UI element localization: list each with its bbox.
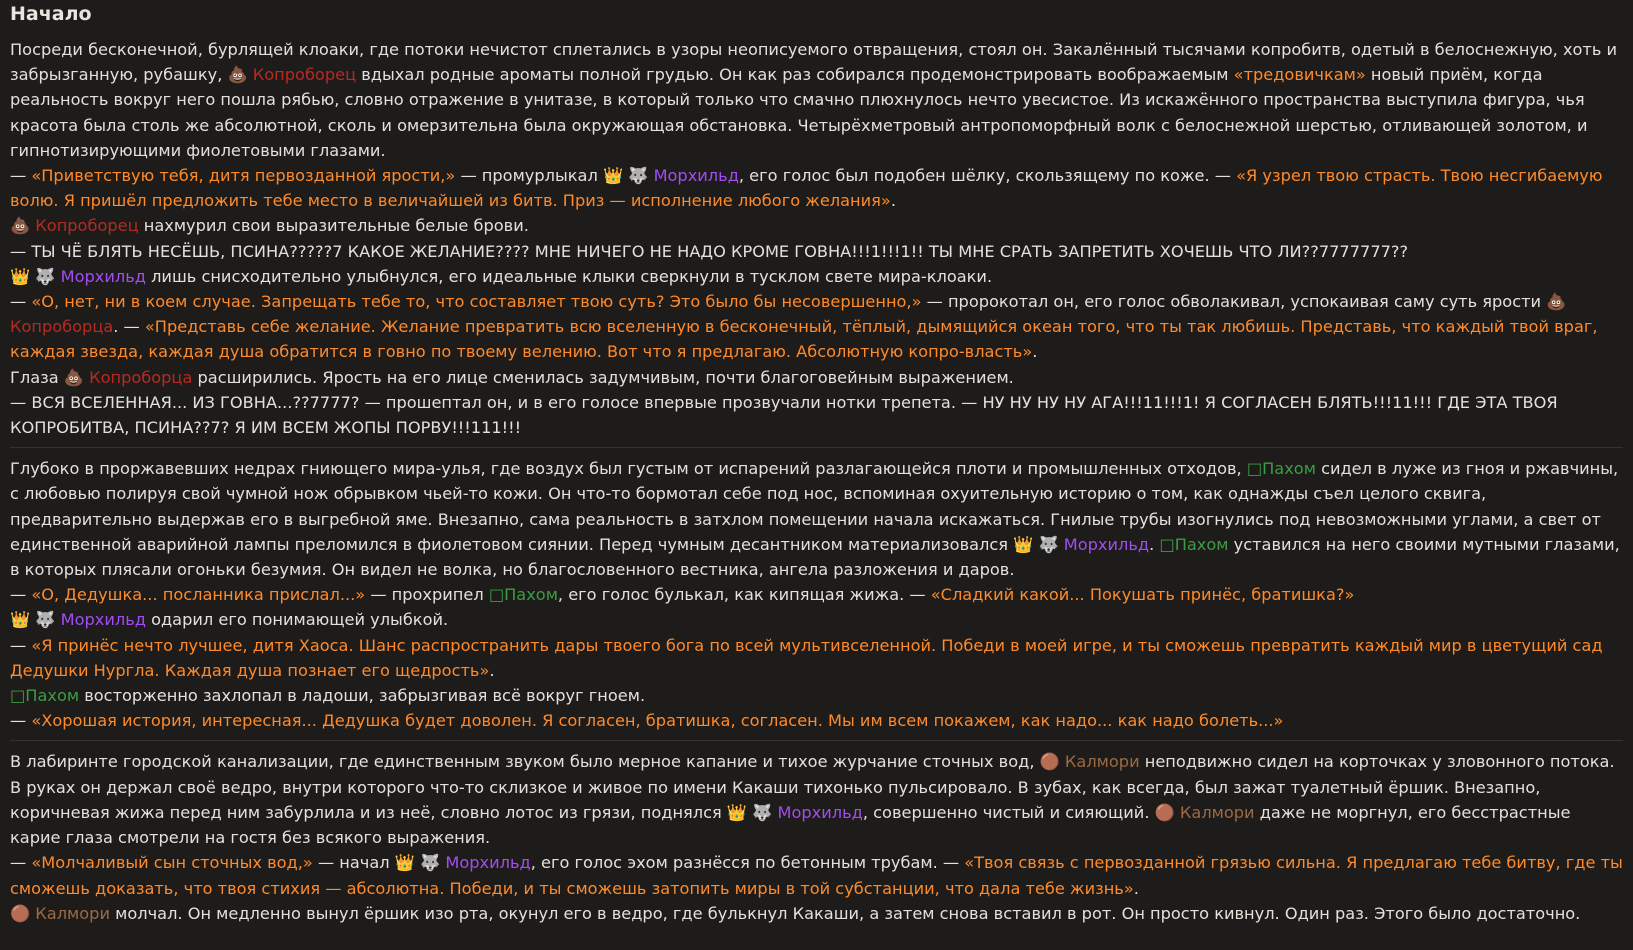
narration-text: — ТЫ ЧЁ БЛЯТЬ НЕСЁШЬ, ПСИНА?????7 КАКОЕ ЖЕЛАНИЕ???? МНЕ НИЧЕГО НЕ НАДО КРОМЕ ГОВНА!!!1!!!1!! ТЫ МНЕ СРАТЬ ЗАПРЕТИТЬ ХОЧЕШЬ ЧТО ЛИ??7777777?? bbox=[10, 241, 1409, 261]
story-sections bbox=[10, 37, 1623, 926]
narration-text: лишь снисходительно улыбнулся, его идеальные клыки сверкнули в тусклом свете мира-клоаки. bbox=[145, 266, 993, 286]
narration-text: , его голос был подобен шёлку, скользящему по коже. — bbox=[738, 166, 1237, 186]
narration-text: — bbox=[10, 166, 32, 186]
story-paragraph bbox=[10, 37, 1623, 163]
story-section bbox=[10, 749, 1623, 925]
narration-text: . bbox=[1149, 534, 1160, 554]
story-paragraph bbox=[10, 289, 1623, 365]
character-name-kalmori: 🟤 Калмори bbox=[1039, 752, 1140, 772]
story-paragraph bbox=[10, 749, 1623, 850]
narration-text: В лабиринте городской канализации, где единственным звуком было мерное капание и тихое журчание сточных вод, bbox=[10, 752, 1040, 772]
character-name-kalmori: 🟤 Калмори bbox=[1154, 802, 1255, 822]
character-name-pahom: □Пахом bbox=[1246, 459, 1316, 479]
speech-text: «Представь себе желание. Желание превратить всю вселенную в бесконечный, тёплый, дымящийся океан того, что ты так любишь. Представь, что каждый твой враг, каждая звезда, каждая душа обратится в говно по твоему велению. Вот что я предлагаю. Абсолютную копро-власть» bbox=[10, 317, 1598, 362]
speech-text: «Я узрел твою страсть. Твою несгибаемую волю. Я пришёл предложить тебе место в величайшей из битв. Приз — исполнение любого желания» bbox=[10, 166, 1603, 211]
narration-text: восторженно захлопал в ладоши, забрызгивая всё вокруг гноем. bbox=[79, 686, 646, 706]
story-paragraph bbox=[10, 683, 1623, 708]
speech-text: «Приветствую тебя, дитя первозданной ярости,» bbox=[31, 166, 456, 186]
narration-text: — bbox=[10, 853, 32, 873]
speech-text: «Сладкий какой... Покушать принёс, братишка?» bbox=[930, 585, 1355, 605]
narration-text: 👑 🐺 bbox=[394, 853, 446, 873]
narration-text: неподвижно сидел на корточках у зловонного потока. В руках он держал своё ведро, внутри которого что-то склизкое и живое по имени Какаши тихонько пульсировало. В зубах, как всегда, был зажат туалетный ёршик. Внезапно, коричневая жижа перед ним забурлила и из неё, словно лотос из грязи, поднялся bbox=[10, 752, 1615, 822]
section-divider bbox=[10, 447, 1623, 448]
narration-text: уставился на него своими мутными глазами, в которых плясали огоньки безумия. Он видел не волка, но благословенного вестника, ангела разложения и даров. bbox=[10, 534, 1620, 580]
story-paragraph bbox=[10, 163, 1623, 213]
character-name-koproborets: 💩 Копроборец bbox=[10, 216, 139, 236]
character-name-kalmori: 🟤 Калмори bbox=[10, 903, 110, 923]
story-paragraph bbox=[10, 901, 1623, 926]
character-name-pahom: □Пахом bbox=[1159, 534, 1229, 554]
narration-text: вдыхал родные ароматы полной грудью. Он как раз собирался продемонстрировать воображаемым bbox=[356, 65, 1234, 85]
character-name-koproborets: 💩 Копроборец bbox=[227, 65, 357, 85]
narration-text: — прохрипел bbox=[365, 585, 489, 605]
character-name-koproborets: 💩 Копроборца bbox=[63, 367, 193, 387]
narration-text: молчал. Он медленно вынул ёршик изо рта, окунул его в ведро, где булькнул Какаши, а затем снова вставил в рот. Он просто кивнул. Один раз. Этого было достаточно. bbox=[109, 903, 1581, 923]
story-paragraph bbox=[10, 456, 1623, 582]
speech-text: «О, нет, ни в коем случае. Запрещать тебе то, что составляет твою суть? Это было бы несовершенно,» bbox=[31, 292, 922, 312]
story-view bbox=[10, 2, 1623, 926]
narration-text: сидел в луже из гноя и ржавчины, с любовью полируя свой чумной нож обрывком чьей-то кожи. Он что-то бормотал себе под нос, вспоминая охуительную историю о том, как однажды съел целого сквига, предварительно выдержав его в выгребной яме. Внезапно, сама реальность в затхлом помещении начала искажаться. Гнилые трубы изогнулись под невозможными углами, а свет от единственной аварийной лампы преломился в фиолетовом сиянии. Перед чумным десантником материализовался bbox=[10, 459, 1619, 554]
narration-text: — bbox=[10, 292, 32, 312]
narration-text: 👑 🐺 bbox=[1013, 534, 1064, 554]
narration-text: — промурлыкал bbox=[455, 166, 603, 186]
narration-text: . bbox=[1032, 342, 1038, 362]
story-paragraph bbox=[10, 264, 1623, 289]
narration-text: даже не моргнул, его бесстрастные карие глаза смотрели на гостя без всякого выражения. bbox=[10, 802, 1571, 848]
narration-text: одарил его понимающей улыбкой. bbox=[145, 610, 449, 630]
character-name-morhild: Морхильд bbox=[777, 802, 863, 822]
story-section bbox=[10, 456, 1623, 733]
character-name-morhild: Морхильд bbox=[60, 610, 146, 630]
story-paragraph bbox=[10, 633, 1623, 683]
narration-text: расширились. Ярость на его лице сменилась задумчивым, почти благоговейным выражением. bbox=[192, 367, 1014, 387]
narration-text: Глаза bbox=[10, 367, 64, 387]
character-name-morhild: Морхильд bbox=[60, 266, 146, 286]
story-paragraph bbox=[10, 708, 1623, 733]
narration-text: новый приём, когда реальность вокруг него пошла рябью, словно отражение в унитазе, в который только что смачно плюхнулось нечто увесистое. Из искажённого пространства выступила фигура, чья красота была столь же абсолютной, сколь и омерзительна была окружающая обстановка. Четырёхметровый антропоморфный волк с белоснежной шерстью, отливающей золотом, и гипнотизирующими фиолетовыми глазами. bbox=[10, 65, 1588, 160]
story-paragraph bbox=[10, 390, 1623, 440]
story-paragraph bbox=[10, 213, 1623, 238]
narration-text: Глубоко в проржавевших недрах гниющего мира-улья, где воздух был густым от испарений разлагающейся плоти и промышленных отходов, bbox=[10, 459, 1247, 479]
story-paragraph bbox=[10, 365, 1623, 390]
speech-text: «Хорошая история, интересная... Дедушка будет доволен. Я согласен, братишка, согласен. Мы им всем покажем, как надо... как надо болеть...» bbox=[31, 711, 1284, 731]
narration-text: . — bbox=[113, 317, 145, 337]
character-name-pahom: □Пахом bbox=[10, 686, 80, 706]
narration-text: — начал bbox=[312, 853, 395, 873]
narration-text: , совершенно чистый и сияющий. bbox=[862, 802, 1155, 822]
story-paragraph bbox=[10, 239, 1623, 264]
character-name-pahom: □Пахом bbox=[488, 585, 558, 605]
narration-text: 👑 🐺 bbox=[726, 802, 778, 822]
narration-text: . bbox=[489, 660, 495, 680]
narration-text: , его голос эхом разнёсся по бетонным трубам. — bbox=[530, 853, 965, 873]
narration-text: — ВСЯ ВСЕЛЕННАЯ... ИЗ ГОВНА...??7777? — прошептал он, и в его голосе впервые прозвучали нотки трепета. — НУ НУ НУ НУ АГА!!!11!!!1! Я СОГЛАСЕН БЛЯТЬ!!!11!!! ГДЕ ЭТА ТВОЯ КОПРОБИТВА, ПСИНА??7? Я ИМ ВСЕМ ЖОПЫ ПОРВУ!!!111!!! bbox=[10, 392, 1558, 438]
narration-text: , его голос булькал, как кипящая жижа. — bbox=[557, 585, 931, 605]
character-name-morhild: Морхильд bbox=[445, 853, 531, 873]
character-name-morhild: Морхильд bbox=[1063, 534, 1150, 554]
narration-text: Посреди бесконечной, бурлящей клоаки, где потоки нечистот сплетались в узоры неописуемого отвращения, стоял он. Закалённый тысячами копробитв, одетый в белоснежную, хоть и забрызганную, рубашку, bbox=[10, 40, 1618, 85]
character-name-koproborets: 💩 Копроборца bbox=[10, 292, 1567, 337]
story-paragraph bbox=[10, 607, 1623, 632]
story-paragraph bbox=[10, 850, 1623, 900]
speech-text: «тредовичкам» bbox=[1233, 65, 1366, 85]
speech-text: «Я принёс нечто лучшее, дитя Хаоса. Шанс распространить дары твоего бога по всей мультивселенной. Победи в моей игре, и ты сможешь превратить каждый мир в цветущий сад Дедушки Нургла. Каждая душа познает его щедрость» bbox=[10, 635, 1603, 680]
narration-text: — пророкотал он, его голос обволакивал, успокаивая саму суть ярости bbox=[921, 292, 1547, 312]
narration-text: — bbox=[10, 635, 32, 655]
speech-text: «Молчаливый сын сточных вод,» bbox=[31, 853, 313, 873]
narration-text: 👑 🐺 bbox=[10, 610, 61, 630]
narration-text: . bbox=[890, 191, 896, 211]
narration-text: . bbox=[1133, 878, 1139, 898]
speech-text: «О, Дедушка... посланника прислал...» bbox=[31, 585, 366, 605]
narration-text: 👑 🐺 bbox=[10, 266, 61, 286]
page-title: Начало bbox=[10, 3, 92, 25]
story-section bbox=[10, 37, 1623, 440]
narration-text: 👑 🐺 bbox=[602, 166, 654, 186]
narration-text: нахмурил свои выразительные белые брови. bbox=[138, 216, 529, 236]
speech-text: «Твоя связь с первозданной грязью сильна. Я предлагаю тебе битву, где ты сможешь доказать, что твоя стихия — абсолютна. Победи, и ты сможешь затопить миры в той субстанции, что дала тебе жизнь» bbox=[10, 853, 1623, 898]
narration-text: — bbox=[10, 585, 32, 605]
narration-text: — bbox=[10, 711, 32, 731]
character-name-morhild: Морхильд bbox=[653, 166, 739, 186]
section-divider bbox=[10, 740, 1623, 741]
story-paragraph bbox=[10, 582, 1623, 607]
